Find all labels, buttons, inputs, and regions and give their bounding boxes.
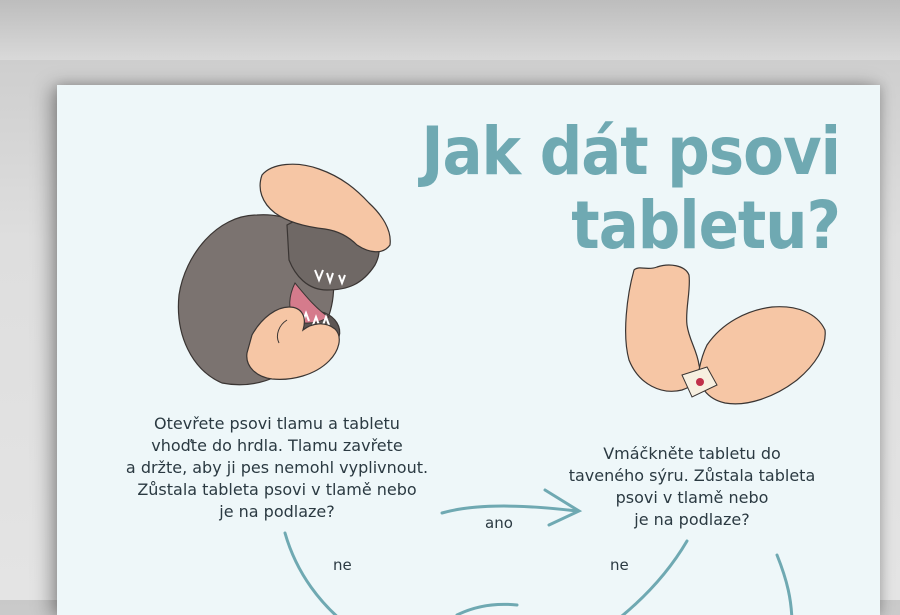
step2-line: je na podlaze? [634,510,750,529]
step1-line: Otevřete psovi tlamu a tabletu [154,414,400,433]
title-line-1: Jak dát psovi [421,113,840,190]
poster [57,85,880,615]
arrow-label-no-left: ne [333,556,352,574]
title-line-2: tabletu? [571,187,840,264]
arrow-no-left [285,533,347,615]
arrow-no-right [617,541,687,615]
step2-line: Vmáčkněte tabletu do [603,444,781,463]
step1-line: Zůstala tableta psovi v tlamě nebo [137,480,417,499]
background-wall [0,0,900,60]
arrow-loop-right [777,555,792,615]
step2-caption [562,443,822,531]
arrow-bottom-center [457,604,517,615]
arrow-label-no-right: ne [610,556,629,574]
arrow-label-yes: ano [485,514,513,532]
step1-line: vhoďte do hrdla. Tlamu zavřete [151,436,403,455]
step1-line: a držte, aby ji pes nemohl vyplivnout. [125,458,429,477]
arrow-yes [442,506,577,513]
illustrations-layer [57,85,880,615]
step1-line: je na podlaze? [219,502,335,521]
dog-mouth-open-illustration [178,164,390,385]
step1-caption [117,413,437,523]
step2-line: taveného sýru. Zůstala tableta [568,466,816,485]
hands-cheese-tablet-illustration [626,265,826,404]
step2-line: psovi v tlamě nebo [615,488,769,507]
